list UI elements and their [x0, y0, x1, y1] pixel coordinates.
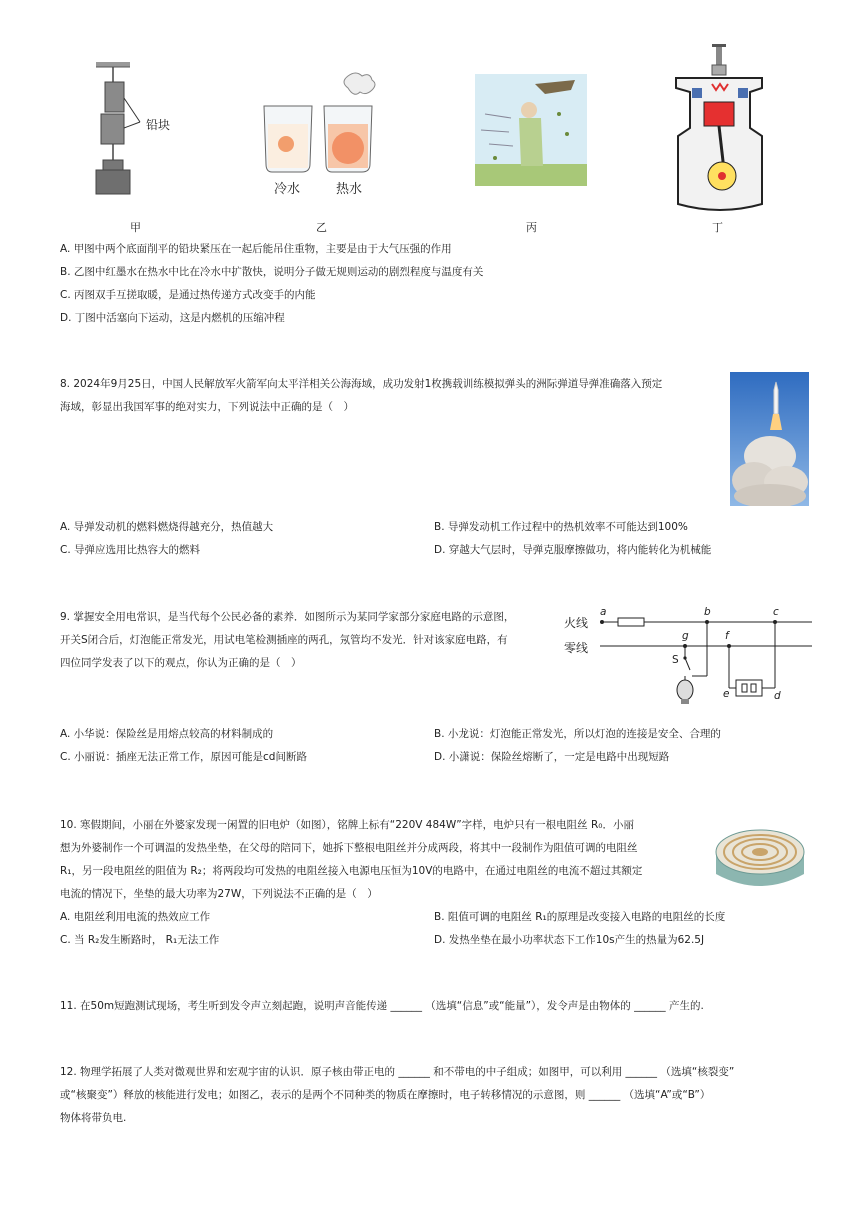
q9-option-a[interactable]: A. 小华说：保险丝是用熔点较高的材料制成的	[60, 728, 274, 740]
point-c: c	[773, 606, 779, 618]
cold-water-label: 冷水	[274, 182, 301, 197]
q8-option-a[interactable]: A. 导弹发动机的燃料燃烧得越充分，热值越大	[60, 521, 274, 533]
q9-stem-line-1: 9. 掌握安全用电常识，是当代每个公民必备的素养．如图所示为某同学家部分家庭电路的示意图，	[60, 611, 515, 623]
caption-yi: 乙	[316, 221, 327, 234]
figure-yi	[258, 64, 386, 194]
q8-option-b[interactable]: B. 导弹发动机工作过程中的热机效率不可能达到100%	[434, 521, 688, 533]
q7-option-b[interactable]: B. 乙图中红墨水在热水中比在冷水中扩散快，说明分子做无规则运动的剧烈程度与温度有关	[60, 266, 484, 278]
point-f: f	[725, 630, 729, 642]
q7-option-c[interactable]: C. 丙图双手互搓取暖，是通过热传递方式改变手的内能	[60, 289, 316, 301]
point-b: b	[704, 606, 711, 618]
point-e: e	[723, 688, 730, 700]
q10-option-b[interactable]: B. 阻值可调的电阻丝 R₁的原理是改变接入电路的电阻丝的长度	[434, 911, 726, 923]
switch-s: S	[672, 654, 679, 666]
figure-bing	[475, 74, 587, 186]
q9-stem-line-3: 四位同学发表了以下的观点，你认为正确的是（ ）	[60, 657, 302, 669]
figure-jia	[88, 58, 188, 198]
figure-ding-engine	[672, 44, 768, 212]
caption-bing: 丙	[526, 221, 537, 234]
missile-launch-image	[730, 372, 809, 506]
neutral-wire-label: 零线	[564, 641, 589, 655]
q12-line-2: 或“核聚变”）释放的核能进行发电；如图乙，表示的是两个不同种类的物质在摩擦时，电子转移情况的示意图，则 ______ （选填“A”或“B”）	[60, 1089, 711, 1101]
q7-option-d[interactable]: D. 丁图中活塞向下运动，这是内燃机的压缩冲程	[60, 312, 285, 324]
q10-option-c[interactable]: C. 当 R₂发生断路时， R₁无法工作	[60, 934, 220, 946]
q10-stem-line-2: 想为外婆制作一个可调温的发热坐垫，在父母的陪同下，她拆下整根电阻丝并分成两段，将其中一段制作为阻值可调的电阻丝	[60, 842, 638, 854]
q9-option-b[interactable]: B. 小龙说：灯泡能正常发光，所以灯泡的连接是安全、合理的	[434, 728, 721, 740]
q7-option-a[interactable]: A. 甲图中两个底面削平的铅块紧压在一起后能吊住重物，主要是由于大气压强的作用	[60, 243, 452, 255]
q11-text: 11. 在50m短跑测试现场，考生听到发令声立刻起跑，说明声音能传递 ______ （选填“信息”或“能量”），发令声是由物体的 ______ 产生的.	[60, 1000, 704, 1012]
q9-stem-line-2: 开关S闭合后，灯泡能正常发光，用试电笔检测插座的两孔，氖管均不发光．针对该家庭电路，有	[60, 634, 508, 646]
q12-line-1: 12. 物理学拓展了人类对微观世界和宏观宇宙的认识．原子核由带正电的 ______ 和不带电的中子组成；如图甲，可以利用 ______ （选填“核裂变”	[60, 1066, 735, 1078]
live-wire-label: 火线	[564, 616, 589, 630]
q10-option-a[interactable]: A. 电阻丝利用电流的热效应工作	[60, 911, 211, 923]
q10-stem-line-4: 电流的情况下，坐垫的最大功率为27W，下列说法不正确的是（ ）	[60, 888, 378, 900]
hot-water-label: 热水	[336, 182, 363, 197]
q8-option-d[interactable]: D. 穿越大气层时，导弹克服摩擦做功，将内能转化为机械能	[434, 544, 712, 556]
q10-stem-line-1: 10. 寒假期间，小丽在外婆家发现一闲置的旧电炉（如图），铭牌上标有“220V 484W”字样，电炉只有一根电阻丝 R₀．小丽	[60, 819, 634, 831]
point-a: a	[600, 606, 607, 618]
point-g: g	[682, 630, 689, 642]
household-circuit-diagram	[562, 604, 812, 714]
caption-jia: 甲	[130, 221, 141, 234]
q8-stem-line-1: 8. 2024年9月25日，中国人民解放军火箭军向太平洋相关公海海域，成功发射1枚携载训练模拟弹头的洲际弹道导弹准确落入预定	[60, 378, 663, 390]
q10-stem-line-3: R₁，另一段电阻丝的阻值为 R₂；将两段均可发热的电阻丝接入电源电压恒为10V的电路中，在通过电阻丝的电流不超过其额定	[60, 865, 643, 877]
lead-block-label: 铅块	[146, 118, 171, 132]
q9-option-d[interactable]: D. 小潇说：保险丝熔断了，一定是电路中出现短路	[434, 751, 670, 763]
q8-option-c[interactable]: C. 导弹应选用比热容大的燃料	[60, 544, 201, 556]
q12-line-3: 物体将带负电.	[60, 1112, 127, 1124]
electric-stove-image	[710, 812, 810, 898]
point-d: d	[774, 690, 781, 702]
q9-option-c[interactable]: C. 小丽说：插座无法正常工作，原因可能是cd间断路	[60, 751, 307, 763]
q8-stem-line-2: 海域，彰显出我国军事的绝对实力，下列说法中正确的是（ ）	[60, 401, 354, 413]
caption-ding: 丁	[712, 221, 723, 234]
q10-option-d[interactable]: D. 发热坐垫在最小功率状态下工作10s产生的热量为62.5J	[434, 934, 705, 946]
